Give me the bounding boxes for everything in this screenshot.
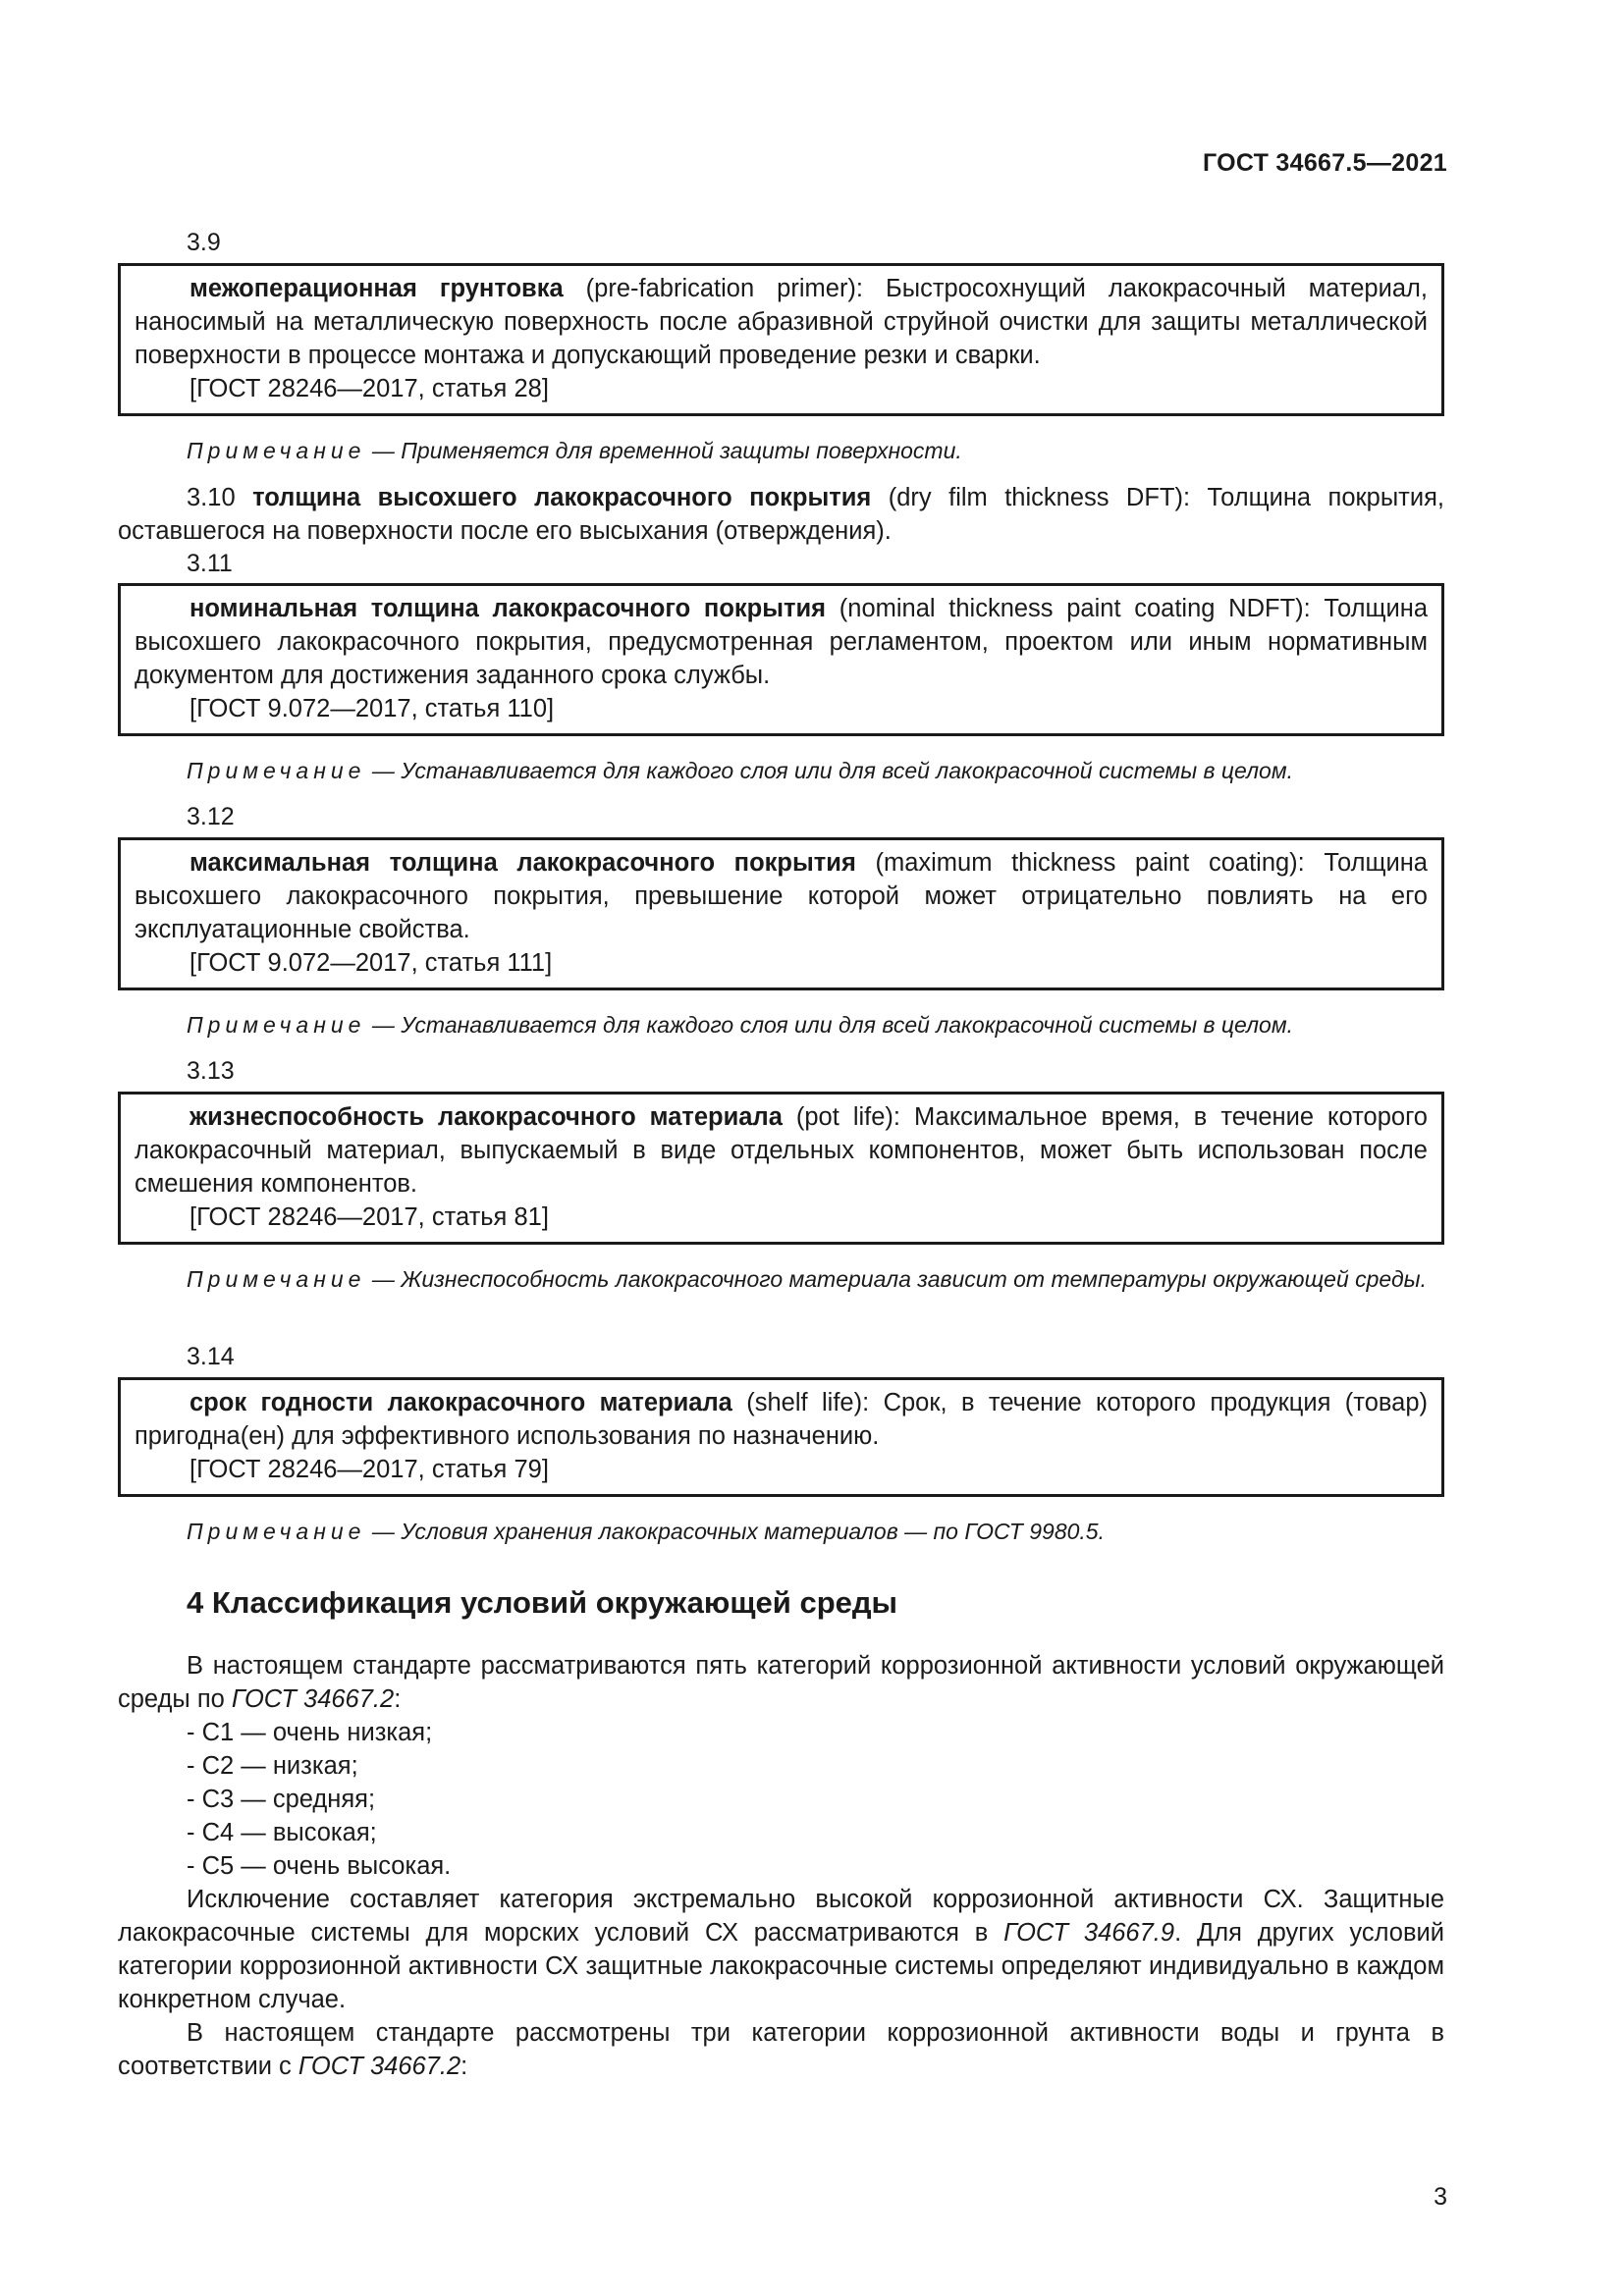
section-body bbox=[118, 1649, 1444, 2083]
term-title: номинальная толщина лакокрасочного покрытия bbox=[189, 595, 827, 622]
term-title: срок годности лакокрасочного материала bbox=[189, 1389, 732, 1416]
term-reference: [ГОСТ 28246—2017, статья 28] bbox=[189, 375, 549, 402]
term-definition: жизнеспособность лакокрасочного материала (pot life): Максимальное время, в течение которого лакокрасочный материал, выпускаемый в виде отдельных компонентов, может быть использован после смешения компонентов. bbox=[135, 1103, 1428, 1198]
term-definition: срок годности лакокрасочного материала (shelf life): Срок, в течение которого продукция (товар) пригодна(ен) для эффективного использования по назначению. bbox=[135, 1389, 1428, 1450]
document-id: ГОСТ 34667.5—2021 bbox=[1202, 149, 1447, 177]
term-note: Примечание — Устанавливается для каждого слоя или для всей лакокрасочной системы в целом. bbox=[187, 758, 1294, 783]
term-note: Примечание — Условия хранения лакокрасочных материалов — по ГОСТ 9980.5. bbox=[187, 1519, 1105, 1544]
term-3-10: 3.10 толщина высохшего лакокрасочного покрытия (dry film thickness DFT): Толщина покрытия, оставшегося на поверхности после его высыхания (отверждения). bbox=[118, 484, 1444, 545]
term-number: 3.9 bbox=[187, 229, 221, 256]
term-definition: номинальная толщина лакокрасочного покрытия (nominal thickness paint coating NDFT): Толщина высохшего лакокрасочного покрытия, предусмотренная регламентом, проектом или иным нормативным документом для достижения заданного срока службы. bbox=[135, 595, 1428, 689]
section-paragraph: В настоящем стандарте рассмотрены три категории коррозионной активности воды и грунта в соответствии с ГОСТ 34667.2: bbox=[118, 2019, 1444, 2080]
term-title: максимальная толщина лакокрасочного покрытия bbox=[189, 849, 856, 877]
term-title: толщина высохшего лакокрасочного покрытия bbox=[252, 484, 872, 511]
term-reference: [ГОСТ 9.072—2017, статья 110] bbox=[189, 695, 555, 722]
term-note: Примечание — Устанавливается для каждого слоя или для всей лакокрасочной системы в целом. bbox=[187, 1012, 1294, 1038]
term-box bbox=[118, 837, 1444, 990]
term-definition: межоперационная грунтовка (pre-fabrication primer): Быстросохнущий лакокрасочный материал, наносимый на металлическую поверхность после абразивной струйной очистки для защиты металлической поверхности в процессе монтажа и допускающий проведение резки и сварки. bbox=[135, 275, 1428, 369]
page-number: 3 bbox=[1434, 2183, 1447, 2211]
term-number: 3.12 bbox=[187, 803, 235, 830]
term-number: 3.13 bbox=[187, 1057, 235, 1085]
section-paragraph: Исключение составляет категория экстремально высокой коррозионной активности СХ. Защитные лакокрасочные системы для морских условий СХ рассматриваются в ГОСТ 34667.9. Для других условий категории коррозионной активности СХ защитные лакокрасочные системы определяют индивидуально в каждом конкретном случае. bbox=[118, 1886, 1444, 2013]
term-number: 3.14 bbox=[187, 1343, 235, 1370]
list-item: - С3 — средняя; bbox=[187, 1786, 376, 1813]
section-heading: 4 Классификация условий окружающей среды bbox=[187, 1585, 898, 1620]
list-item: - С2 — низкая; bbox=[187, 1752, 358, 1780]
term-definition: максимальная толщина лакокрасочного покрытия (maximum thickness paint coating): Толщина высохшего лакокрасочного покрытия, превышение которой может отрицательно повлиять на его эксплуатационные свойства. bbox=[135, 849, 1428, 943]
term-note: Примечание — Жизнеспособность лакокрасочного материала зависит от температуры окружающей среды. bbox=[187, 1266, 1427, 1292]
list-item: - С1 — очень низкая; bbox=[187, 1719, 433, 1746]
term-box bbox=[118, 263, 1444, 416]
term-box bbox=[118, 583, 1444, 736]
section-intro: В настоящем стандарте рассматриваются пять категорий коррозионной активности условий окружающей среды по ГОСТ 34667.2: bbox=[118, 1652, 1444, 1713]
term-number: 3.11 bbox=[187, 550, 233, 577]
term-reference: [ГОСТ 9.072—2017, статья 111] bbox=[189, 949, 553, 977]
term-note: Примечание — Применяется для временной защиты поверхности. bbox=[187, 438, 962, 463]
term-box bbox=[118, 1377, 1444, 1497]
list-item: - С5 — очень высокая. bbox=[187, 1852, 452, 1880]
term-title: межоперационная грунтовка bbox=[189, 275, 564, 302]
term-reference: [ГОСТ 28246—2017, статья 79] bbox=[189, 1456, 549, 1483]
list-item: - С4 — высокая; bbox=[187, 1819, 377, 1846]
term-title: жизнеспособность лакокрасочного материала bbox=[189, 1103, 783, 1131]
term-reference: [ГОСТ 28246—2017, статья 81] bbox=[189, 1203, 549, 1231]
term-box bbox=[118, 1092, 1444, 1245]
